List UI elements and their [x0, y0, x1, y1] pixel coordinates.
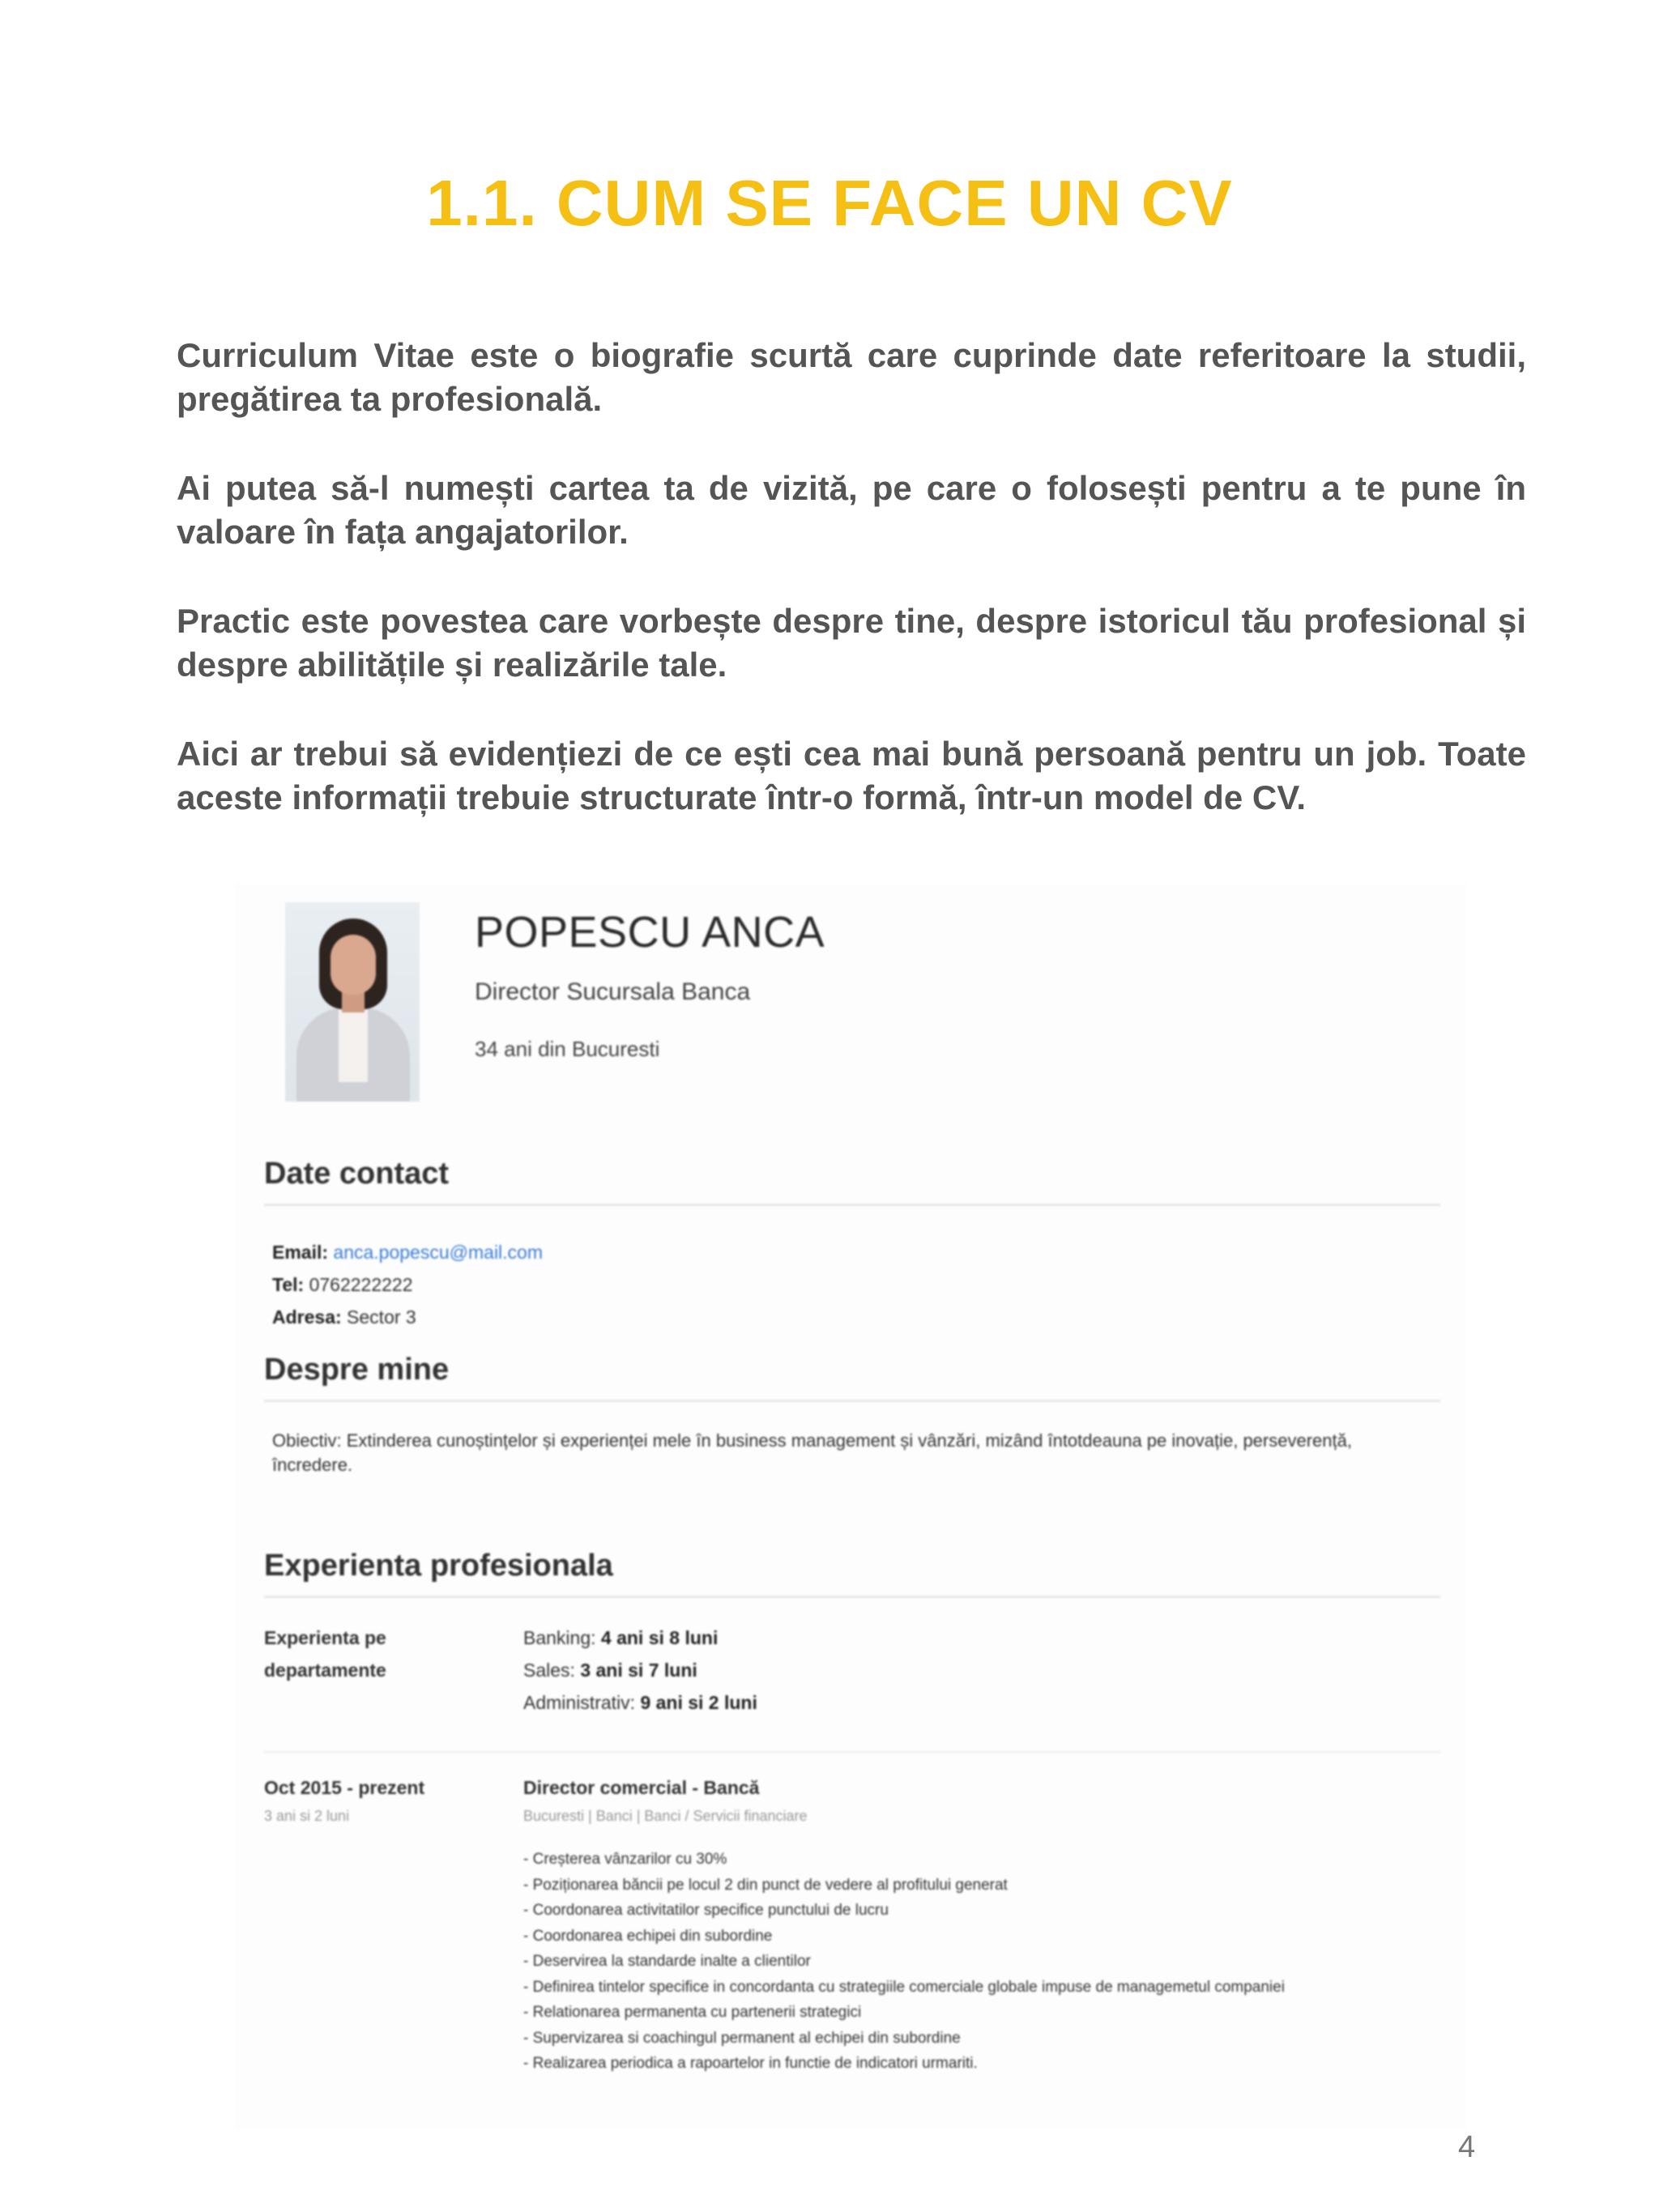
- row-divider: [264, 1751, 1440, 1753]
- paragraph: Aici ar trebui să evidențiezi de ce ești cea mai bună persoană pentru un job. Toate aceste informații trebuie structurate într-o formă, într-un model de CV.: [177, 735, 1526, 816]
- dept-item: [523, 1686, 757, 1719]
- section-divider: [264, 1596, 1440, 1598]
- page-number: 4: [1458, 2130, 1476, 2164]
- job-duration: 3 ani si 2 luni: [264, 1808, 350, 1824]
- email-label: Email:: [272, 1242, 329, 1263]
- list-item: - Realizarea periodica a rapoartelor in functie de indicatori urmariti.: [523, 2055, 978, 2072]
- dept-experience-list: [523, 1622, 757, 1719]
- objective-text: Obiectiv: Extinderea cunoștințelor și experienței mele în business management și vânzări, mizând întotdeauna pe inovație, perseverență, încredere.: [272, 1430, 1352, 1475]
- contact-details: [272, 1236, 543, 1333]
- section-divider: [264, 1204, 1440, 1206]
- address-label: Adresa:: [272, 1306, 342, 1328]
- dept-name: Sales:: [523, 1660, 575, 1681]
- paragraph: Practic este povestea care vorbește despre tine, despre istoricul tău profesional și despre abilitățile și realizările tale.: [177, 602, 1526, 684]
- paragraph: Curriculum Vitae este o biografie scurtă care cuprinde date referitoare la studii, pregătirea ta profesională.: [177, 336, 1526, 418]
- job-location: Bucuresti | Banci | Banci / Servicii financiare: [523, 1808, 808, 1824]
- dept-value: 4 ani si 8 luni: [600, 1627, 719, 1648]
- list-item: - Relationarea permanenta cu partenerii strategici: [523, 2004, 862, 2021]
- section-title-experience: Experienta profesionala: [264, 1549, 613, 1583]
- list-item: - Definirea tintelor specifice in concordanta cu strategiile comerciale globale impuse de managemetul companiei: [523, 1978, 1285, 1996]
- dept-item: [523, 1622, 757, 1654]
- job-date: Oct 2015 - prezent: [264, 1777, 425, 1798]
- list-item: - Poziționarea băncii pe locul 2 din punct de vedere al profitului generat: [523, 1876, 1008, 1894]
- dept-label-line: Experienta pe: [264, 1627, 386, 1648]
- dept-experience-label: [264, 1622, 386, 1686]
- section-title-about: Despre mine: [264, 1353, 450, 1387]
- list-item: - Coordonarea activitatilor specifice punctului de lucru: [523, 1902, 889, 1919]
- paragraph: Ai putea să-l numești cartea ta de vizită, pe care o folosești pentru a te pune în valoare în fața angajatorilor.: [177, 469, 1526, 551]
- dept-value: 9 ani si 2 luni: [640, 1692, 757, 1713]
- job-title: Director comercial - Bancă: [523, 1777, 760, 1798]
- dept-label-line: departamente: [264, 1660, 386, 1681]
- list-item: - Deservirea la standarde inalte a clientilor: [523, 1953, 811, 1970]
- address-value: Sector 3: [347, 1306, 416, 1328]
- section-title-contact: Date contact: [264, 1157, 450, 1191]
- cv-name: POPESCU ANCA: [475, 908, 825, 957]
- dept-name: Banking:: [523, 1627, 596, 1648]
- intro-text: [177, 334, 1526, 865]
- job-task-list: [523, 1847, 1285, 2077]
- email-link[interactable]: anca.popescu@mail.com: [333, 1242, 544, 1263]
- cv-age-city: 34 ani din Bucuresti: [475, 1037, 660, 1061]
- profile-photo: [285, 902, 420, 1102]
- tel-label: Tel:: [272, 1274, 305, 1295]
- dept-name: Administrativ:: [523, 1692, 636, 1713]
- list-item: - Creșterea vânzarilor cu 30%: [523, 1851, 727, 1868]
- page-title: 1.1. CUM SE FACE UN CV: [426, 167, 1233, 239]
- tel-value: 0762222222: [309, 1274, 413, 1295]
- cv-sample-image: [235, 883, 1466, 2130]
- list-item: - Coordonarea echipei din subordine: [523, 1927, 773, 1945]
- section-divider: [264, 1400, 1440, 1402]
- dept-item: [523, 1654, 757, 1686]
- dept-value: 3 ani si 7 luni: [580, 1660, 697, 1681]
- list-item: - Supervizarea si coachingul permanent al echipei din subordine: [523, 2029, 961, 2047]
- cv-role: Director Sucursala Banca: [475, 978, 751, 1005]
